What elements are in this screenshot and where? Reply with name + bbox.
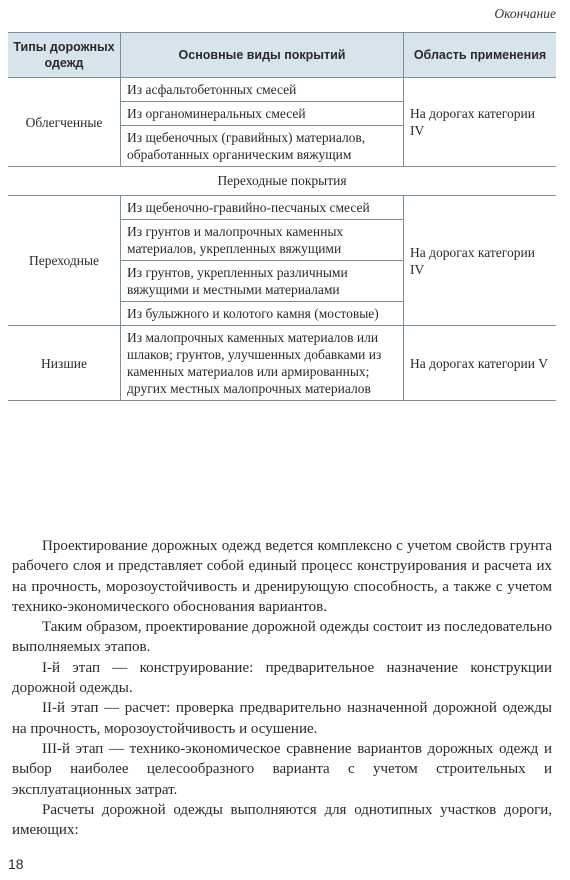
table-row [8, 196, 556, 220]
paragraph: Проектирование дорожных одежд ведется комплексно с учетом свойств грунта рабочего слоя и представляет собой единый процесс конструирования и расчета их на прочность, морозоустойчивость и дренирующую способность, а также с учетом технико-экономического обоснования вариантов. [12, 538, 552, 615]
body-text [12, 536, 552, 840]
type-transitional: Переходные [8, 196, 121, 326]
covering-cell: Из щебеночно-гравийно-песчаных смесей [121, 196, 404, 220]
covering-cell: Из малопрочных каменных материалов или шлаков; грунтов, улучшенных добавками из каменных материалов или армированных; других местных малопрочных материалов [121, 326, 404, 401]
header-pavement-types: Типы дорожных одежд [8, 33, 121, 78]
type-lowest: Низшие [8, 326, 121, 401]
covering-cell: Из грунтов, укрепленных различными вяжущими и местными материалами [121, 261, 404, 302]
covering-cell: Из булыжного и колотого камня (мостовые) [121, 302, 404, 326]
road-pavement-table [8, 32, 556, 401]
area-transitional: На дорогах категории IV [404, 196, 557, 326]
paragraph: Расчеты дорожной одежды выполняются для однотипных участков дороги, имеющих: [12, 801, 552, 839]
table-row [8, 326, 556, 401]
paragraph: III-й этап — технико-экономическое сравнение вариантов дорожных одежд и выбор наиболее целесообразного варианта с учетом строительных и эксплуатационных затрат. [12, 740, 552, 798]
covering-cell: Из асфальтобетонных смесей [121, 78, 404, 102]
covering-cell: Из грунтов и малопрочных каменных материалов, укрепленных вяжущими [121, 220, 404, 261]
table-row [8, 78, 556, 102]
header-application-area: Область применения [404, 33, 557, 78]
type-lightweight: Облегченные [25, 114, 103, 130]
table-header-row [8, 33, 556, 78]
covering-cell: Из щебеночных (гравийных) материалов, обработанных органическим вяжущим [121, 126, 404, 167]
paragraph: Таким образом, проектирование дорожной одежды состоит из последовательно выполняемых этапов. [12, 619, 552, 656]
paragraph: I-й этап — конструирование: предварительное назначение конструкции дорожной одежды. [12, 659, 552, 697]
section-title: Переходные покрытия [8, 167, 556, 196]
page-number: 18 [8, 856, 24, 872]
paragraph: II-й этап — расчет: проверка предварительно назначенной дорожной одежды на прочность, морозоустойчивость и осушение. [12, 700, 552, 737]
area-lightweight: На дорогах категории IV [410, 106, 535, 138]
section-row [8, 167, 556, 196]
continuation-label: Окончание [494, 6, 556, 21]
area-lowest: На дорогах категории V [404, 326, 557, 401]
header-covering-types: Основные виды покрытий [121, 33, 404, 78]
covering-cell: Из органоминеральных смесей [121, 102, 404, 126]
